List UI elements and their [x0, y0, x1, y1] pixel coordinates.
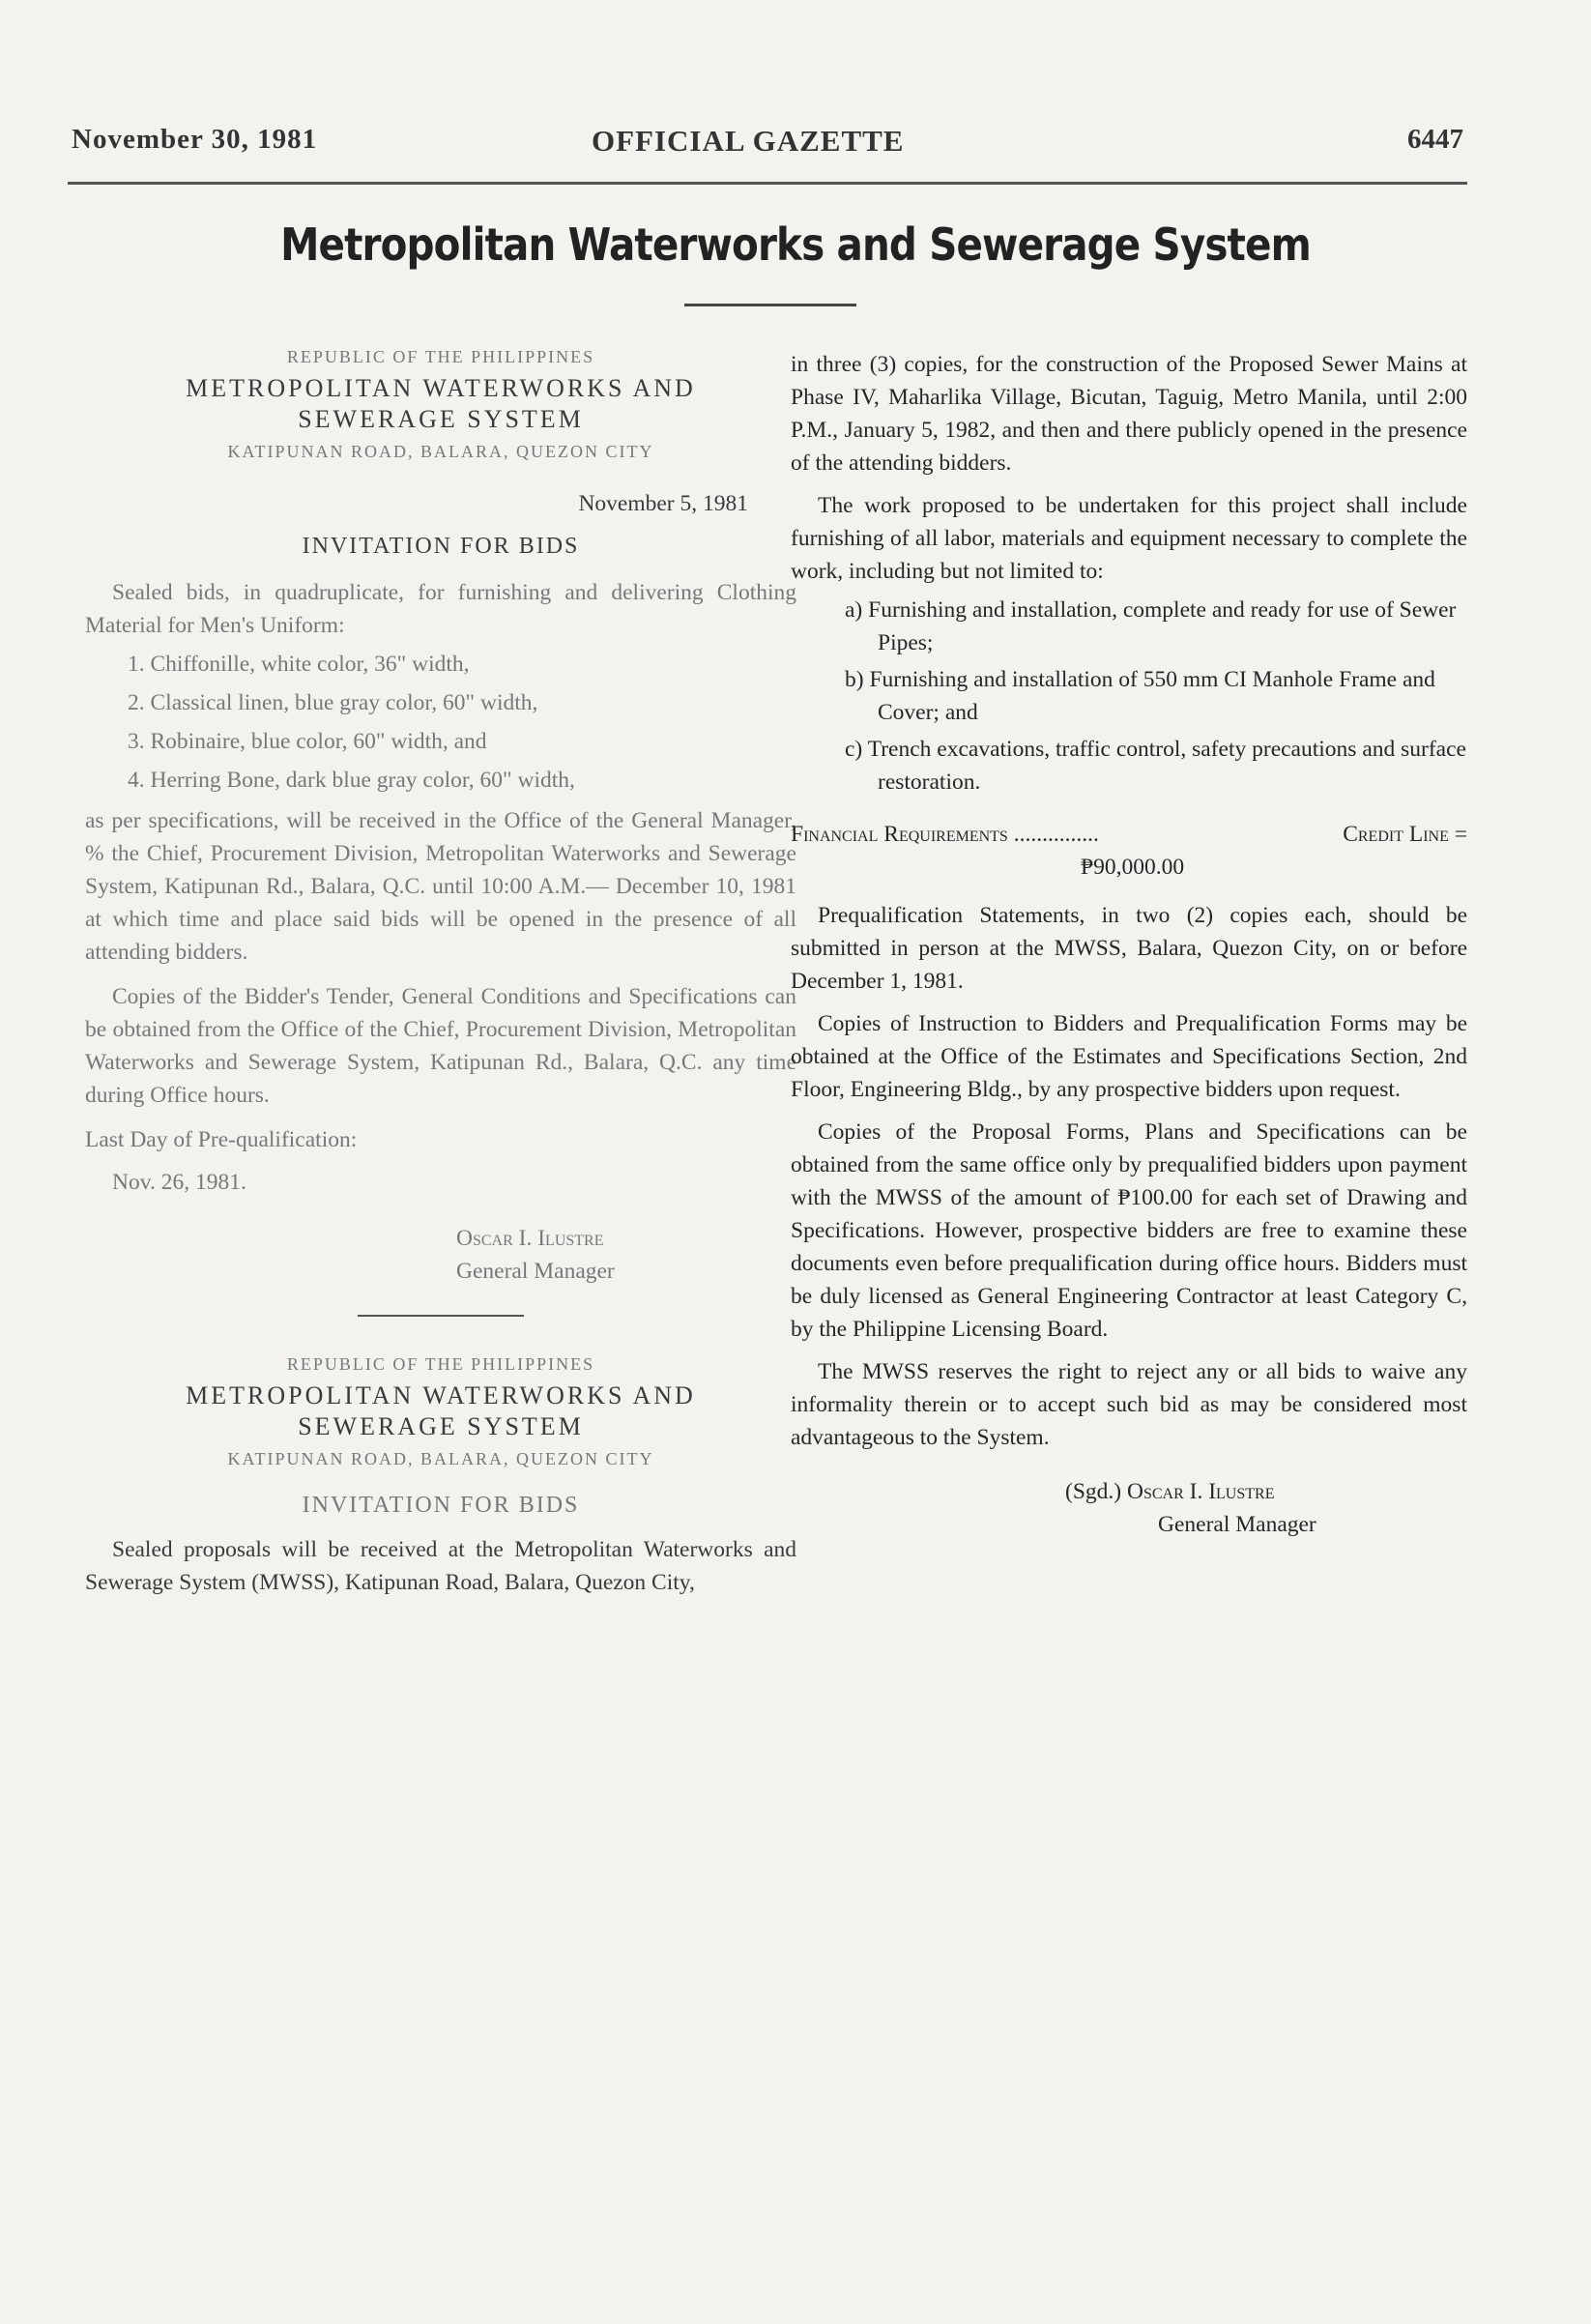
header-date: November 30, 1981	[72, 124, 318, 155]
notice2-continuation: in three (3) copies, for the construction of the Proposed Sewer Mains at Phase IV, Maharlika Village, Bicutan, Taguig, Metro Manila, until 2:00 P.M., January 5, 1982, and then and there publicly opened in the presence of the attending bidders.	[791, 352, 1467, 476]
notice1-item-list	[128, 648, 796, 797]
notice1-para2: Copies of the Bidder's Tender, General Conditions and Specifications can be obtained from the Office of the Chief, Procurement Division, Metropolitan Waterworks and Sewerage System, Katipunan Rd., Balara, Q.C. any time during Office hours.	[85, 984, 796, 1108]
list-item: c) Trench excavations, traffic control, safety precautions and surface restoration.	[845, 737, 1466, 795]
list-item: b) Furnishing and installation of 550 mm CI Manhole Frame and Cover; and	[845, 667, 1435, 725]
notice1-prequal-date: Nov. 26, 1981.	[112, 1170, 246, 1195]
list-item: 1. Chiffonille, white color, 36" width,	[128, 652, 470, 677]
notice2-signer-title: General Manager	[1158, 1512, 1316, 1537]
notice2-agency-line1: METROPOLITAN WATERWORKS AND	[186, 1381, 696, 1409]
left-column	[85, 340, 796, 1599]
credit-line-label: Credit Line =	[1343, 822, 1467, 847]
title-rule	[684, 304, 856, 306]
notice1-signer-title: General Manager	[456, 1259, 615, 1284]
right-column	[791, 348, 1467, 1541]
header-rule	[68, 182, 1467, 185]
notice2-address: KATIPUNAN ROAD, BALARA, QUEZON CITY	[227, 1449, 654, 1468]
financial-requirements-label: Financial Requirements ...............	[791, 822, 1099, 847]
credit-line-amount: ₱90,000.00	[1081, 855, 1185, 880]
notice1-para1: as per specifications, will be received in the Office of the General Manager, % the Chief, Procurement Division, Metropolitan Waterworks and Sewerage System, Katipunan Rd., Balara, Q.C. until 10:00 A.M.— December 10, 1981 at which time and place said bids will be opened in the presence of all attending bidders.	[85, 808, 796, 965]
notice2-item-list	[845, 594, 1467, 799]
notice2-proposal-para: Copies of the Proposal Forms, Plans and Specifications can be obtained from the same office only by prequalified bidders upon payment with the MWSS of the amount of ₱100.00 for each set of Drawing and Specifications. However, prospective bidders are free to examine these documents even before prequalification during office hours. Bidders must be duly licensed as General Engineering Contractor at least Category C, by the Philippine Licensing Board.	[791, 1119, 1467, 1342]
list-item: 4. Herring Bone, dark blue gray color, 60" width,	[128, 768, 575, 793]
notice2-instructions-para: Copies of Instruction to Bidders and Prequalification Forms may be obtained at the Office of the Estimates and Specifications Section, 2nd Floor, Engineering Bldg., by any prospective bidders upon request.	[791, 1011, 1467, 1102]
notice1-republic: REPUBLIC OF THE PHILIPPINES	[286, 347, 595, 366]
header-publication: OFFICIAL GAZETTE	[592, 124, 905, 158]
notice2-agency-line2: SEWERAGE SYSTEM	[298, 1412, 584, 1440]
notice1-prequal-label: Last Day of Pre-qualification:	[85, 1127, 358, 1152]
notice-divider	[358, 1315, 524, 1317]
notice1-agency-line2: SEWERAGE SYSTEM	[298, 405, 584, 433]
page-title: Metropolitan Waterworks and Sewerage System	[280, 218, 1311, 271]
header-page-number: 6447	[1407, 124, 1463, 155]
notice2-reserve-para: The MWSS reserves the right to reject any or all bids to waive any informality therein or to accept such bid as may be considered most advantageous to the System.	[791, 1359, 1467, 1450]
notice1-address: KATIPUNAN ROAD, BALARA, QUEZON CITY	[227, 442, 654, 461]
list-item: a) Furnishing and installation, complete and ready for use of Sewer Pipes;	[845, 597, 1457, 655]
notice2-republic: REPUBLIC OF THE PHILIPPINES	[286, 1354, 595, 1374]
notice2-sgd: (Sgd.)	[1065, 1479, 1122, 1504]
notice1-agency-line1: METROPOLITAN WATERWORKS AND	[186, 374, 696, 402]
notice1-intro: Sealed bids, in quadruplicate, for furnishing and delivering Clothing Material for Men's Uniform:	[85, 580, 796, 638]
list-item: 2. Classical linen, blue gray color, 60" width,	[128, 690, 538, 715]
notice1-signer-name: Oscar I. Ilustre	[456, 1226, 604, 1251]
notice2-intro: Sealed proposals will be received at the Metropolitan Waterworks and Sewerage System (MWSS), Katipunan Road, Balara, Quezon City,	[85, 1537, 796, 1595]
notice2-work-para: The work proposed to be undertaken for this project shall include furnishing of all labor, materials and equipment necessary to complete the work, including but not limited to:	[791, 493, 1467, 584]
notice2-signer-name: Oscar I. Ilustre	[1126, 1479, 1275, 1504]
list-item: 3. Robinaire, blue color, 60" width, and	[128, 729, 487, 754]
notice2-heading: INVITATION FOR BIDS	[302, 1493, 580, 1518]
notice2-prequal-para: Prequalification Statements, in two (2) copies each, should be submitted in person at the MWSS, Balara, Quezon City, on or before December 1, 1981.	[791, 903, 1467, 994]
notice1-heading: INVITATION FOR BIDS	[302, 534, 580, 559]
notice1-date: November 5, 1981	[578, 491, 748, 516]
financial-requirements	[791, 818, 1467, 851]
notice2-signature-block	[791, 1475, 1467, 1541]
